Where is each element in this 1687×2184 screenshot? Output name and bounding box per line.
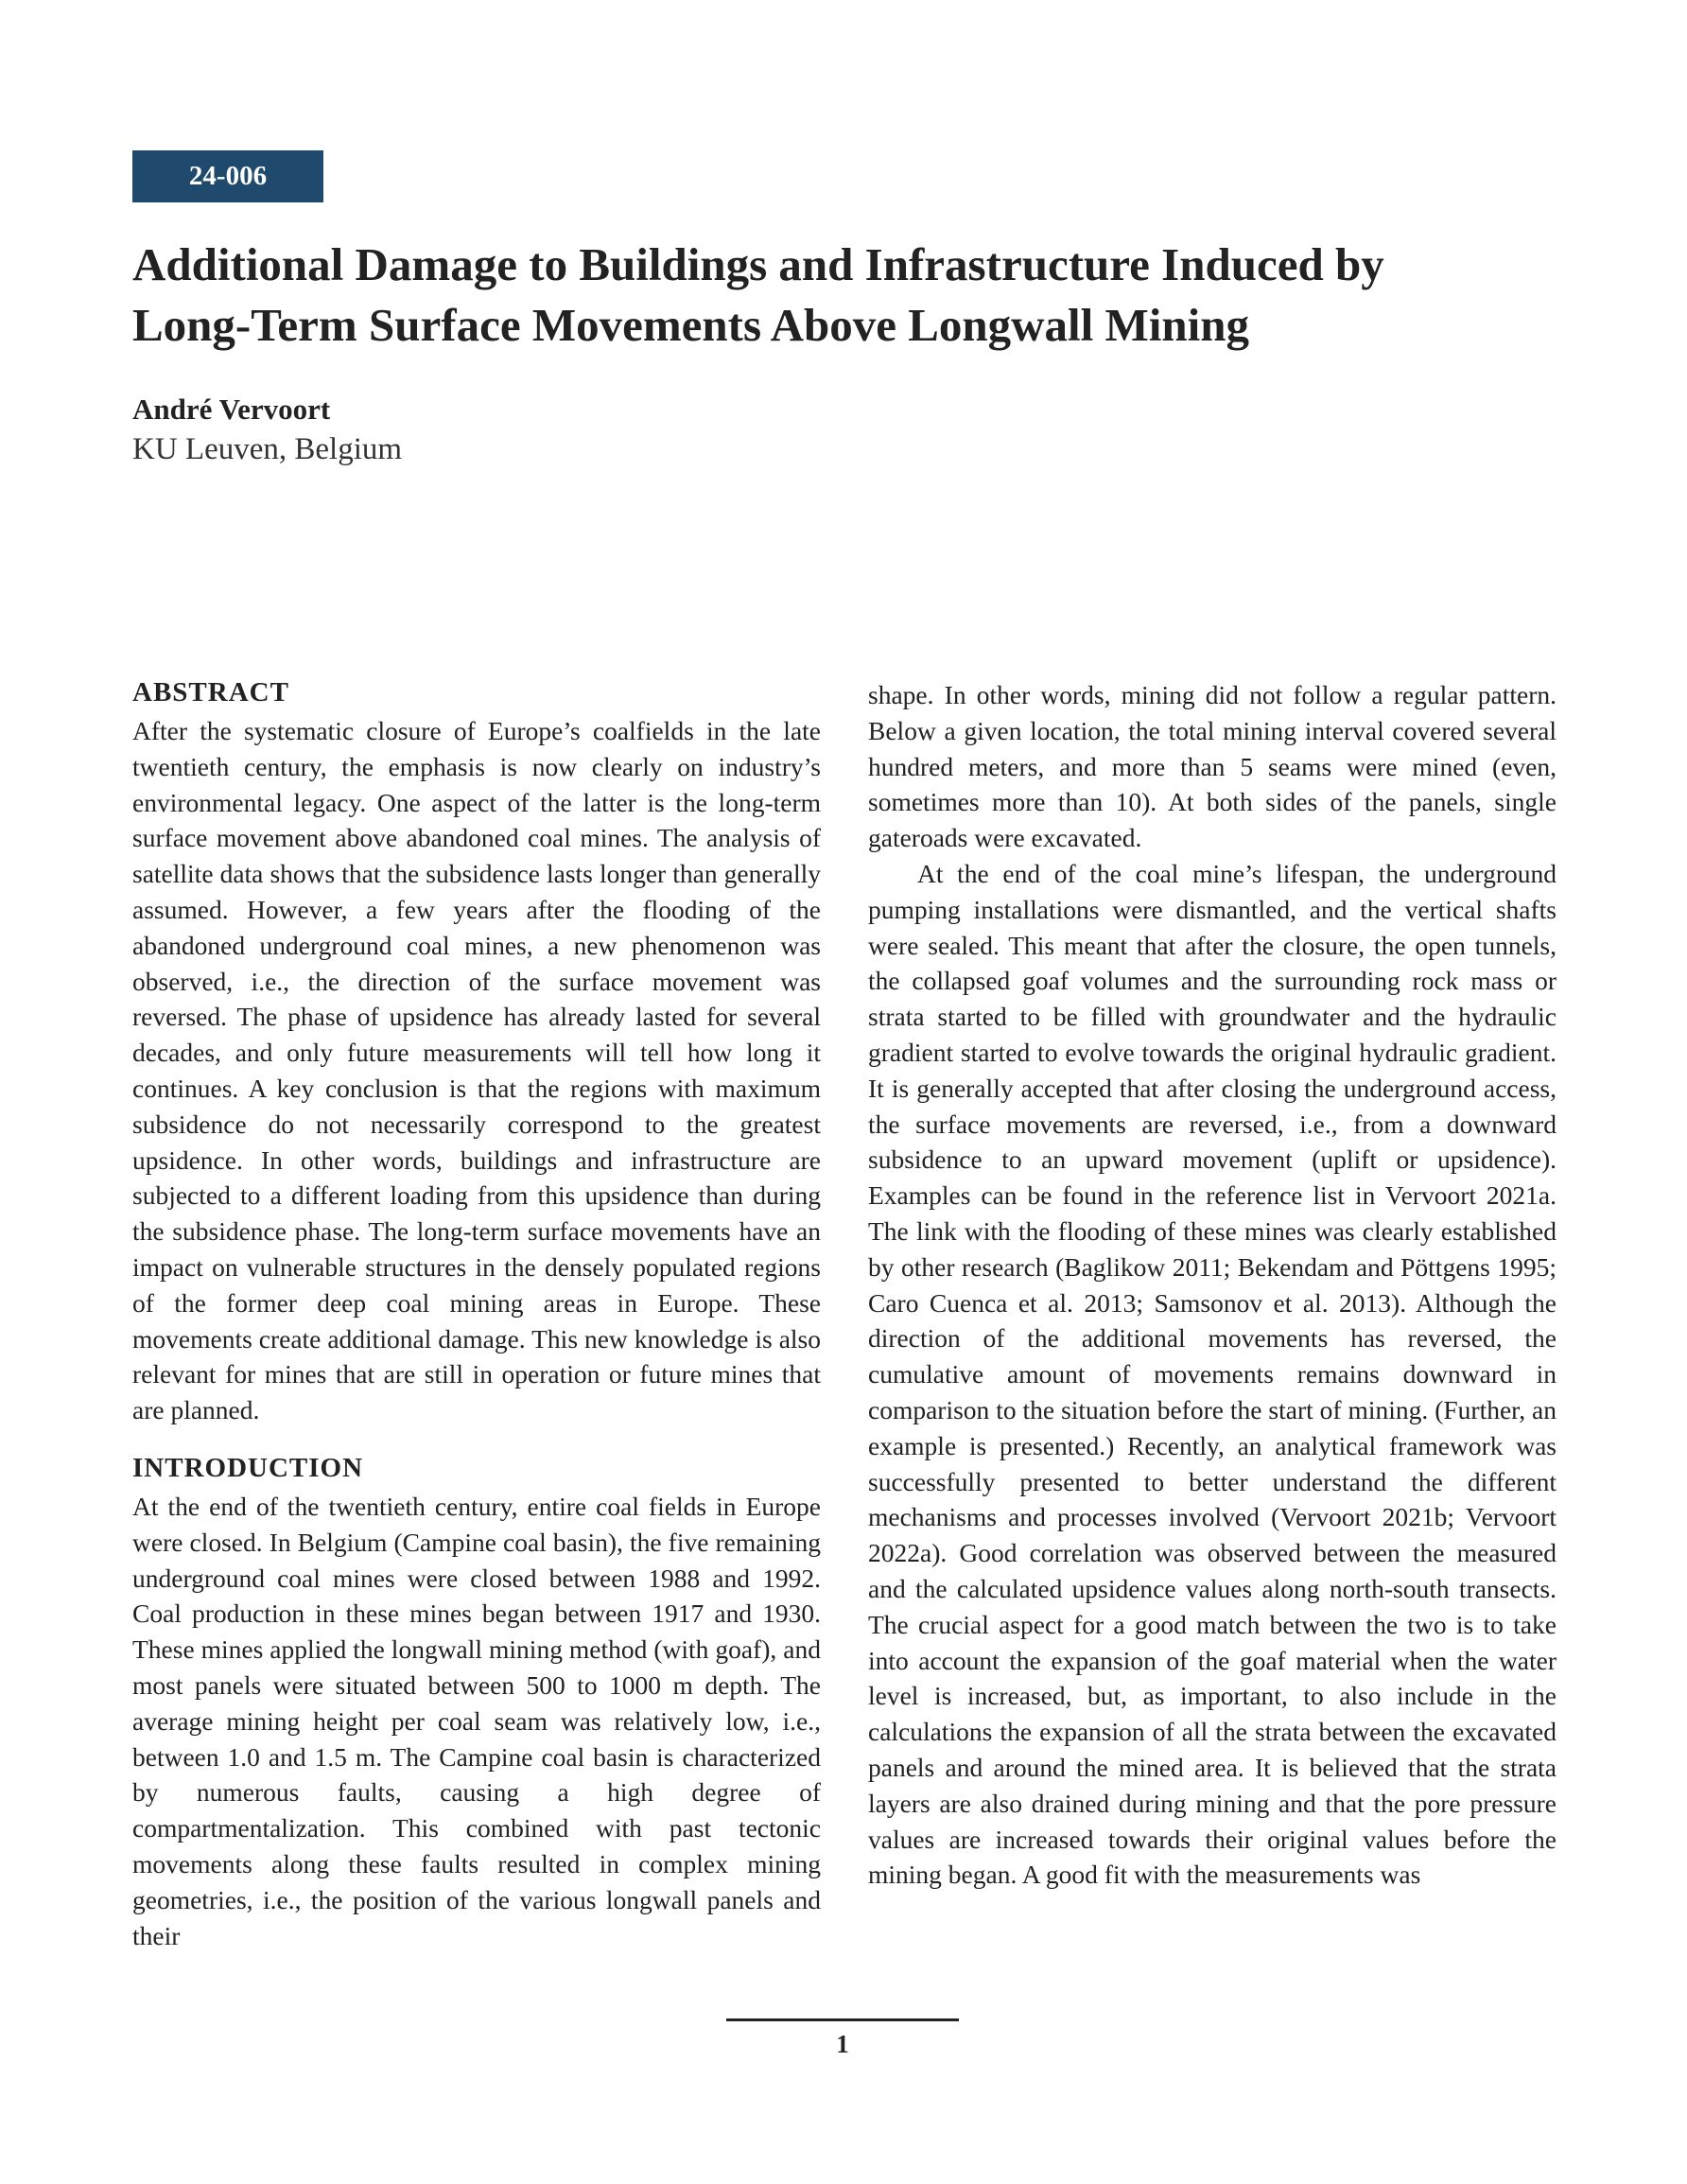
abstract-heading: ABSTRACT (132, 677, 289, 708)
title-line-1: Additional Damage to Buildings and Infrastructure Induced by (132, 238, 1384, 290)
left-column (132, 673, 821, 1953)
page-number: 1 (836, 2030, 849, 2058)
title-line-2: Long-Term Surface Movements Above Longwall Mining (132, 299, 1249, 351)
author-affiliation: KU Leuven, Belgium (132, 432, 403, 466)
body-paragraph-1: shape. In other words, mining did not follow a regular pattern. Below a given location, the total mining interval covered several hundred meters, and more than 5 seams were mined (even, sometimes more than 10). At both sides of the panels, single gateroads were excavated. (868, 680, 1557, 853)
abstract-text: After the systematic closure of Europe’s coalfields in the late twentieth century, the emphasis is now clearly on industry’s environmental legacy. One aspect of the latter is the long-term surface movement above abandoned coal mines. The analysis of satellite data shows that the subsidence lasts longer than generally assumed. However, a few years after the flooding of the abandoned underground coal mines, a new phenomenon was observed, i.e., the direction of the surface movement was reversed. The phase of upsidence has already lasted for several decades, and only future measurements will tell how long it continues. A key conclusion is that the regions with maximum subsidence do not necessarily correspond to the greatest upsidence. In other words, buildings and infrastructure are subjected to a different loading from this upsidence than during the subsidence phase. The long-term surface movements have an impact on vulnerable structures in the densely populated regions of the former deep coal mining areas in Europe. These movements create additional damage. This new knowledge is also relevant for mines that are still in operation or future mines that are planned. (132, 716, 821, 1425)
right-column (868, 677, 1557, 1893)
body-paragraph-2: At the end of the coal mine’s lifespan, the underground pumping installations were dismantled, and the vertical shafts were sealed. This meant that after the closure, the open tunnels, the collapsed goaf volumes and the surrounding rock mass or strata started to be filled with groundwater and the hydraulic gradient started to evolve towards the original hydraulic gradient. It is generally accepted that after closing the underground access, the surface movements are reversed, i.e., from a downward subsidence to an upward movement (uplift or upsidence). Examples can be found in the reference list in Vervoort 2021a. The link with the flooding of these mines was clearly established by other research (Baglikow 2011; Bekendam and Pöttgens 1995; Caro Cuenca et al. 2013; Samsonov et al. 2013). Although the direction of the additional movements has reversed, the cumulative amount of movements remains downward in comparison to the situation before the start of mining. (Further, an example is presented.) Recently, an analytical framework was successfully presented to better understand the different mechanisms and processes involved (Vervoort 2021b; Vervoort 2022a). Good correlation was observed between the measured and the calculated upsidence values along north-south transects. The crucial aspect for a good match between the two is to take into account the expansion of the goaf material when the water level is increased, but, as important, to also include in the calculations the expansion of all the strata between the excavated panels and around the mined area. It is believed that the strata layers are also drained during mining and that the pore pressure values are increased towards their original values before the mining began. A good fit with the measurements was (868, 858, 1557, 1890)
paper-id-badge: 24-006 (132, 150, 323, 202)
footer-rule (726, 2018, 959, 2021)
introduction-text: At the end of the twentieth century, entire coal fields in Europe were closed. In Belgium (Campine coal basin), the five remaining underground coal mines were closed between 1988 and 1992. Coal production in these mines began between 1917 and 1930. These mines applied the longwall mining method (with goaf), and most panels were situated between 500 to 1000 m depth. The average mining height per coal seam was relatively low, i.e., between 1.0 and 1.5 m. The Campine coal basin is characterized by numerous faults, causing a high degree of compartmentalization. This combined with past tectonic movements along these faults resulted in complex mining geometries, i.e., the position of the various longwall panels and their (132, 1491, 821, 1950)
author-name: André Vervoort (132, 393, 331, 426)
introduction-heading: INTRODUCTION (132, 1452, 364, 1483)
paper-title (132, 235, 1551, 356)
